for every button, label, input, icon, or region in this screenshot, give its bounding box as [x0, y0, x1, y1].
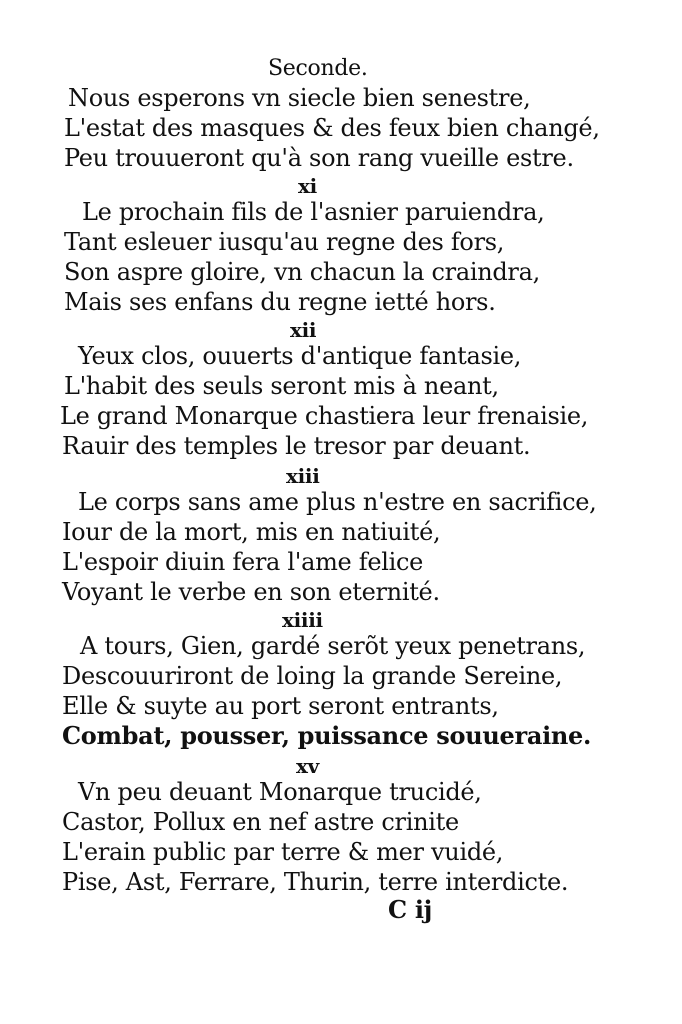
verse-line: Iour de la mort, mis en natiuité, [62, 518, 441, 546]
stanza-number: xv [296, 754, 319, 778]
verse-line: L'erain public par terre & mer vuidé, [62, 838, 504, 866]
verse-line: A tours, Gien, gardé serõt yeux penetrans, [80, 632, 586, 660]
verse-line: Voyant le verbe en son eternité. [62, 578, 440, 606]
running-head: Seconde. [268, 56, 368, 81]
verse-line: Mais ses enfans du regne ietté hors. [64, 288, 496, 316]
verse-line: Vn peu deuant Monarque trucidé, [78, 778, 482, 806]
verse-line: Pise, Ast, Ferrare, Thurin, terre interdicte. [62, 868, 569, 896]
stanza-number: xii [290, 318, 317, 342]
verse-line: Rauir des temples le tresor par deuant. [62, 432, 531, 460]
verse-line: Tant esleuer iusqu'au regne des fors, [64, 228, 505, 256]
verse-line: Son aspre gloire, vn chacun la craindra, [64, 258, 540, 286]
verse-line: L'habit des seuls seront mis à neant, [64, 372, 499, 400]
verse-line: Castor, Pollux en nef astre crinite [62, 808, 459, 836]
verse-line: L'estat des masques & des feux bien changé, [64, 114, 600, 142]
verse-line: Peu trouueront qu'à son rang vueille estre. [64, 144, 574, 172]
verse-line: Elle & suyte au port seront entrants, [62, 692, 499, 720]
verse-line: L'espoir diuin fera l'ame felice [62, 548, 424, 576]
verse-line: Le prochain fils de l'asnier paruiendra, [82, 198, 545, 226]
stanza-number: xi [298, 174, 317, 198]
signature-mark: C ij [388, 895, 433, 924]
stanza-number: xiii [286, 464, 320, 488]
verse-line: Yeux clos, ouuerts d'antique fantasie, [78, 342, 522, 370]
verse-line: Nous esperons vn siecle bien senestre, [68, 84, 531, 112]
verse-line: Le grand Monarque chastiera leur frenaisie, [60, 402, 589, 430]
stanza-number: xiiii [282, 608, 323, 632]
verse-line: Descouuriront de loing la grande Sereine, [62, 662, 563, 690]
verse-line: Combat, pousser, puissance souueraine. [62, 721, 592, 750]
verse-line: Le corps sans ame plus n'estre en sacrifice, [78, 488, 597, 516]
